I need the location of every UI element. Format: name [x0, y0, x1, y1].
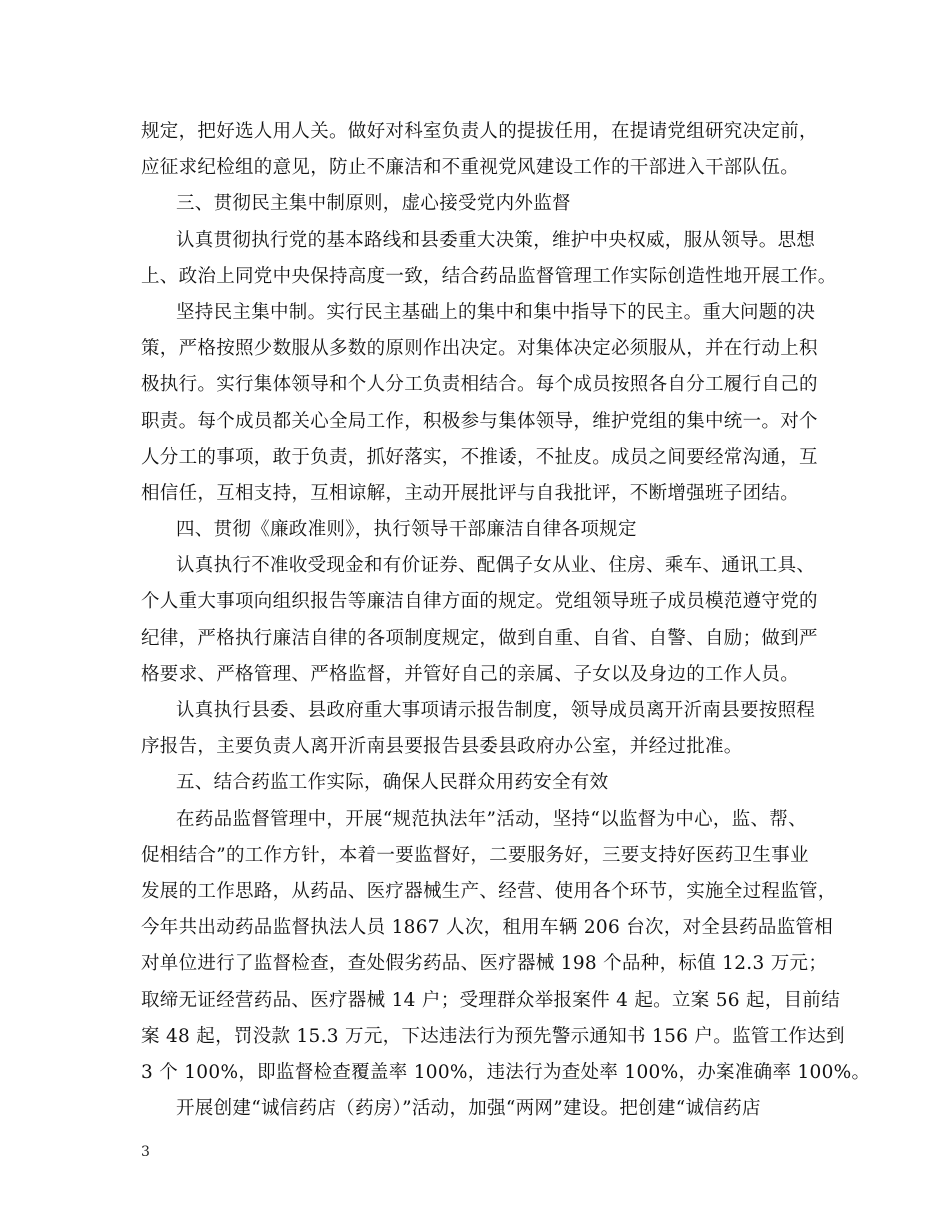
text-line: 极执行。实行集体领导和个人分工负责相结合。每个成员按照各自分工履行自己的: [141, 374, 818, 396]
text-line: 认真执行不准收受现金和有价证券、配偶子女从业、住房、乘车、通讯工具、: [176, 555, 816, 577]
text-line: 对单位进行了监督检查，查处假劣药品、医疗器械 198 个品种，标值 12.3 万元；: [141, 953, 828, 975]
body-text: [141, 114, 871, 1127]
text-line: 在药品监督管理中，开展“规范执法年”活动，坚持“以监督为中心，监、帮、: [176, 808, 807, 830]
text-line: 开展创建“诚信药店（药房）”活动，加强“两网”建设。把创建“诚信药店: [176, 1098, 761, 1120]
text-line: 坚持民主集中制。实行民主基础上的集中和集中指导下的民主。重大问题的决: [176, 301, 816, 323]
text-line: 应征求纪检组的意见，防止不廉洁和不重视党风建设工作的干部进入干部队伍。: [141, 157, 800, 179]
text-line: 上、政治上同党中央保持高度一致，结合药品监督管理工作实际创造性地开展工作。: [141, 265, 837, 287]
text-line: 相信任，互相支持，互相谅解，主动开展批评与自我批评，不断增强班子团结。: [141, 482, 800, 504]
text-line: 认真贯彻执行党的基本路线和县委重大决策，维护中央权威，服从领导。思想: [176, 229, 816, 251]
page-number: 3: [141, 1144, 150, 1160]
text-line: 案 48 起，罚没款 15.3 万元，下达违法行为预先警示通知书 156 户。监管工作达到: [141, 1025, 845, 1047]
text-line: 认真执行县委、县政府重大事项请示报告制度，领导成员离开沂南县要按照程: [176, 700, 816, 721]
text-line: 人分工的事项，敢于负责，抓好落实，不推诿，不扯皮。成员之间要经常沟通，互: [141, 446, 818, 468]
text-line: 发展的工作思路，从药品、医疗器械生产、经营、使用各个环节，实施全过程监管，: [141, 880, 837, 902]
text-line: 策，严格按照少数服从多数的原则作出决定。对集体决定必须服从，并在行动上积: [141, 338, 818, 360]
text-line: 促相结合”的工作方针，本着一要监督好，二要服务好，三要支持好医药卫生事业: [141, 844, 809, 866]
text-line: 3 个 100%，即监督检查覆盖率 100%，违法行为查处率 100%，办案准确率 100%。: [141, 1061, 871, 1083]
text-line: 今年共出动药品监督执法人员 1867 人次，租用车辆 206 台次，对全县药品监管相: [141, 917, 834, 939]
section-heading: 四、贯彻《廉政准则》，执行领导干部廉洁自律各项规定: [176, 519, 637, 541]
section-heading: 三、贯彻民主集中制原则，虚心接受党内外监督: [176, 193, 571, 215]
text-line: 规定，把好选人用人关。做好对科室负责人的提拔任用，在提请党组研究决定前，: [141, 121, 818, 142]
text-line: 个人重大事项向组织报告等廉洁自律方面的规定。党组领导班子成员模范遵守党的: [141, 591, 818, 613]
section-heading: 五、结合药监工作实际，确保人民群众用药安全有效: [176, 772, 609, 794]
text-line: 序报告，主要负责人离开沂南县要报告县委县政府办公室，并经过批准。: [141, 736, 743, 758]
text-line: 取缔无证经营药品、医疗器械 14 户；受理群众举报案件 4 起。立案 56 起，目前结: [141, 989, 841, 1011]
text-line: 纪律，严格执行廉洁自律的各项制度规定，做到自重、自省、自警、自励；做到严: [141, 627, 818, 649]
text-line: 格要求、严格管理、严格监督，并管好自己的亲属、子女以及身边的工作人员。: [141, 663, 800, 685]
text-line: 职责。每个成员都关心全局工作，积极参与集体领导，维护党组的集中统一。对个: [141, 410, 818, 432]
